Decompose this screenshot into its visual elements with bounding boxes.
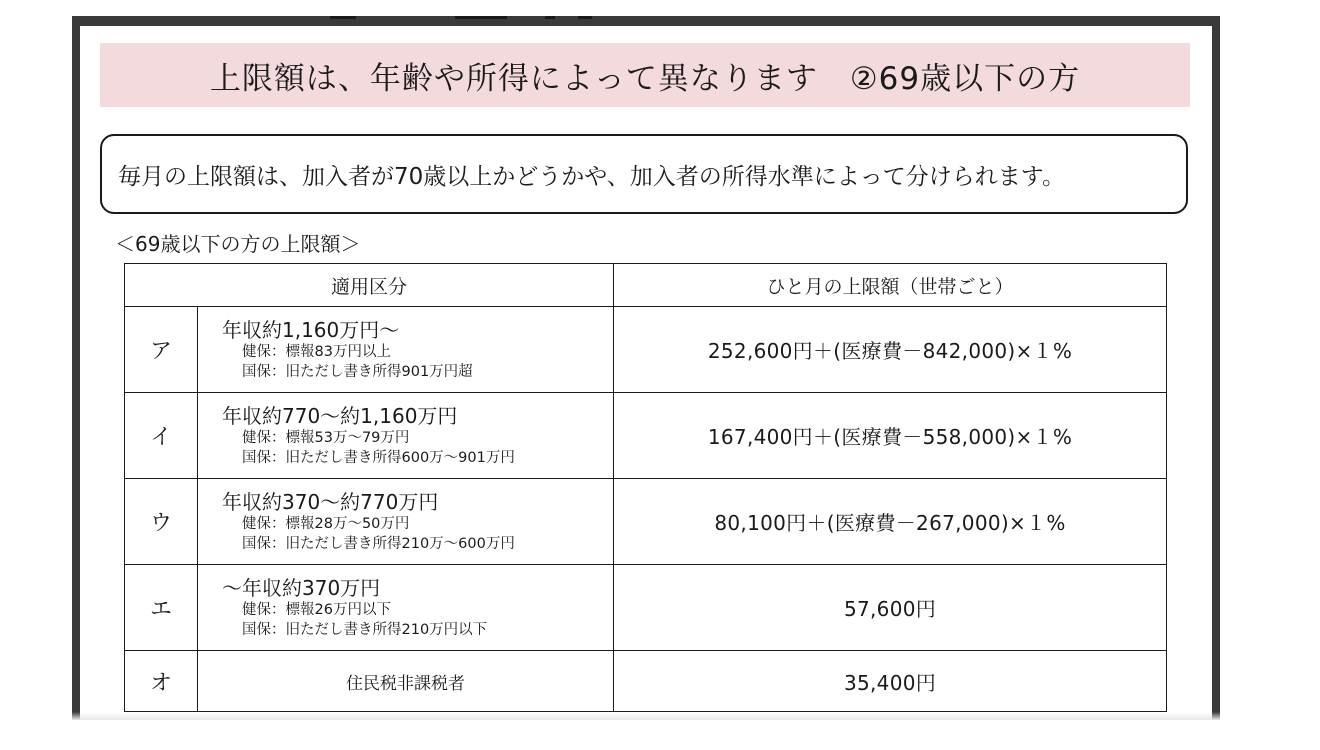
table-caption: ＜69歳以下の方の上限額＞ — [115, 232, 361, 256]
row-category — [198, 307, 614, 393]
toolbar-mark — [545, 16, 555, 19]
header-amount: ひと月の上限額（世帯ごと） — [614, 264, 1167, 307]
kenpo-criteria: 健保：標報26万円以下 — [242, 601, 391, 618]
toolbar-mark — [330, 16, 356, 19]
row-code: イ — [125, 393, 198, 479]
row-amount: 167,400円＋(医療費－558,000)×１% — [614, 393, 1167, 479]
kokuho-criteria: 国保：旧ただし書き所得901万円超 — [242, 363, 473, 380]
row-category — [198, 479, 614, 565]
row-code: オ — [125, 651, 198, 712]
row-category — [198, 565, 614, 651]
income-range: 年収約1,160万円～ — [222, 317, 400, 342]
row-category — [198, 393, 614, 479]
table-row — [125, 565, 1167, 651]
income-range: 年収約370～約770万円 — [222, 489, 439, 514]
row-code: ウ — [125, 479, 198, 565]
table-row — [125, 651, 1167, 712]
row-amount: 252,600円＋(医療費－842,000)×１% — [614, 307, 1167, 393]
kokuho-criteria: 国保：旧ただし書き所得600万～901万円 — [242, 449, 515, 466]
kenpo-criteria: 健保：標報28万～50万円 — [242, 515, 410, 532]
toolbar-mark — [578, 16, 592, 19]
row-code: エ — [125, 565, 198, 651]
kokuho-criteria: 国保：旧ただし書き所得210万～600万円 — [242, 535, 515, 552]
table-header-row — [125, 264, 1167, 307]
description-box: 毎月の上限額は、加入者が70歳以上かどうかや、加入者の所得水準によって分けられます。 — [100, 134, 1188, 214]
kenpo-criteria: 健保：標報83万円以上 — [242, 343, 391, 360]
limits-table — [124, 263, 1167, 712]
bottom-fade — [72, 712, 1220, 720]
header-category: 適用区分 — [125, 264, 614, 307]
row-amount: 57,600円 — [614, 565, 1167, 651]
table-row — [125, 479, 1167, 565]
row-code: ア — [125, 307, 198, 393]
row-amount: 80,100円＋(医療費－267,000)×１% — [614, 479, 1167, 565]
row-category: 住民税非課税者 — [198, 651, 614, 712]
income-range: ～年収約370万円 — [222, 575, 381, 600]
slide-title: 上限額は、年齢や所得によって異なります ②69歳以下の方 — [100, 43, 1190, 107]
table-row — [125, 307, 1167, 393]
toolbar-mark — [455, 16, 507, 19]
table-row — [125, 393, 1167, 479]
income-range: 年収約770～約1,160万円 — [222, 403, 458, 428]
row-amount: 35,400円 — [614, 651, 1167, 712]
kenpo-criteria: 健保：標報53万～79万円 — [242, 429, 410, 446]
kokuho-criteria: 国保：旧ただし書き所得210万円以下 — [242, 621, 488, 638]
